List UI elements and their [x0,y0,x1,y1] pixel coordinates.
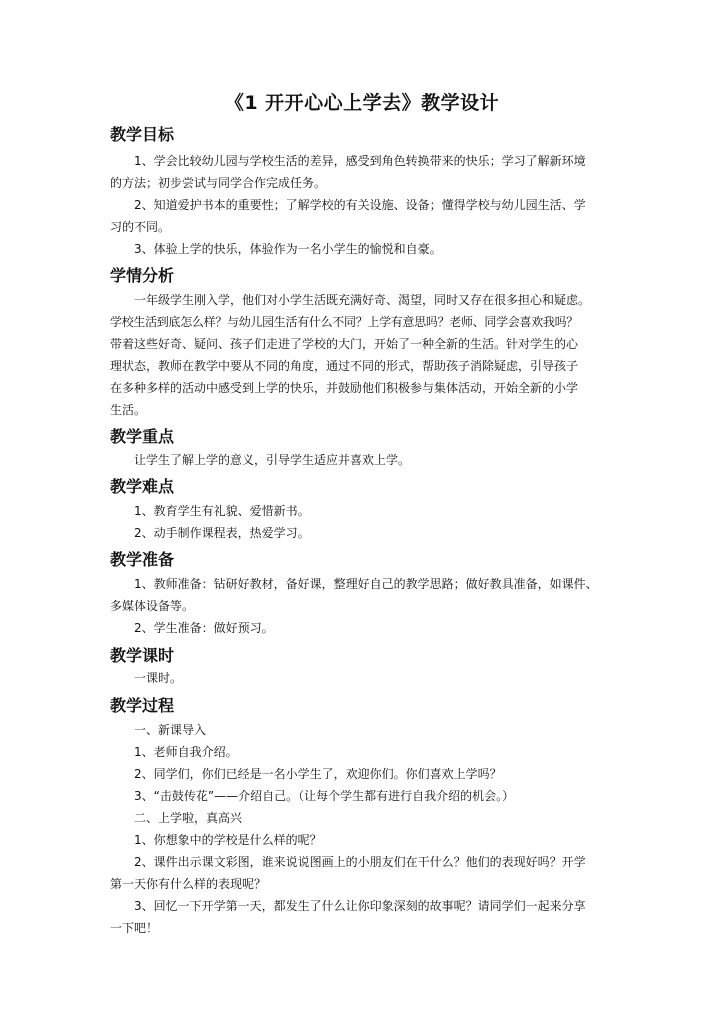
heading-hours: 教学课时 [110,646,175,665]
key-text: 让学生了解上学的意义，引导学生适应并喜欢上学。 [134,453,411,467]
process-line-6: 1、你想象中的学校是什么样的呢？ [134,833,322,847]
document-title: 《1 开开心心上学去》教学设计 [224,92,500,114]
heading-process: 教学过程 [110,696,175,715]
goals-line-5: 3、体验上学的快乐，体验作为一名小学生的愉悦和自豪。 [134,242,442,256]
analysis-line-6: 生活。 [110,403,147,417]
difficulty-line-1: 1、教育学生有礼貌、爱惜新书。 [134,504,310,518]
goals-line-4: 习的不同。 [110,220,171,234]
analysis-line-2: 学校生活到底怎么样？与幼儿园生活有什么不同？上学有意思吗？老师、同学会喜欢我吗？ [110,315,579,329]
goals-line-3: 2、知道爱护书本的重要性；了解学校的有关设施、设备；懂得学校与幼儿园生活、学 [134,198,586,212]
process-line-3: 2、同学们，你们已经是一名小学生了，欢迎你们。你们喜欢上学吗？ [134,767,502,781]
goals-line-2: 的方法；初步尝试与同学合作完成任务。 [110,176,327,190]
goals-line-1: 1、学会比较幼儿园与学校生活的差异，感受到角色转换带来的快乐；学习了解新环境 [134,154,586,168]
process-line-10: 一下吧！ [110,921,159,935]
heading-preparation: 教学准备 [110,550,175,569]
process-line-8: 第一天你有什么样的表现呢？ [110,877,267,891]
analysis-line-1: 一年级学生刚入学，他们对小学生活既充满好奇、渴望，同时又存在很多担心和疑虑。 [134,293,591,307]
process-line-2: 1、老师自我介绍。 [134,745,238,759]
heading-difficulty: 教学难点 [110,477,175,496]
heading-key: 教学重点 [110,427,175,446]
preparation-line-3: 2、学生准备：做好预习。 [134,621,274,635]
hours-text: 一课时。 [134,671,183,685]
preparation-line-2: 多媒体设备等。 [110,599,195,613]
process-line-7: 2、课件出示课文彩图，谁来说说图画上的小朋友们在干什么？他们的表现好吗？开学 [134,855,586,869]
process-line-1: 一、新课导入 [134,723,207,737]
heading-analysis: 学情分析 [110,266,175,285]
process-line-4: 3、“击鼓传花”——介绍自己。（让每个学生都有进行自我介绍的机会。） [134,789,515,803]
preparation-line-1: 1、教师准备：钻研好教材，备好课，整理好自己的教学思路；做好教具准备，如课件、 [134,577,598,591]
analysis-line-4: 理状态，教师在教学中要从不同的角度，通过不同的形式，帮助孩子消除疑虑，引导孩子 [110,359,579,373]
process-line-5: 二、上学啦，真高兴 [134,811,243,825]
process-line-9: 3、回忆一下开学第一天，都发生了什么让你印象深刻的故事呢？请同学们一起来分享 [134,899,586,913]
analysis-line-5: 在多种多样的活动中感受到上学的快乐，并鼓励他们积极参与集体活动，开始全新的小学 [110,381,579,395]
difficulty-line-2: 2、动手制作课程表，热爱学习。 [134,526,310,540]
heading-goals: 教学目标 [110,125,175,144]
analysis-line-3: 带着这些好奇、疑问、孩子们走进了学校的大门，开始了一种全新的生活。针对学生的心 [110,337,579,351]
